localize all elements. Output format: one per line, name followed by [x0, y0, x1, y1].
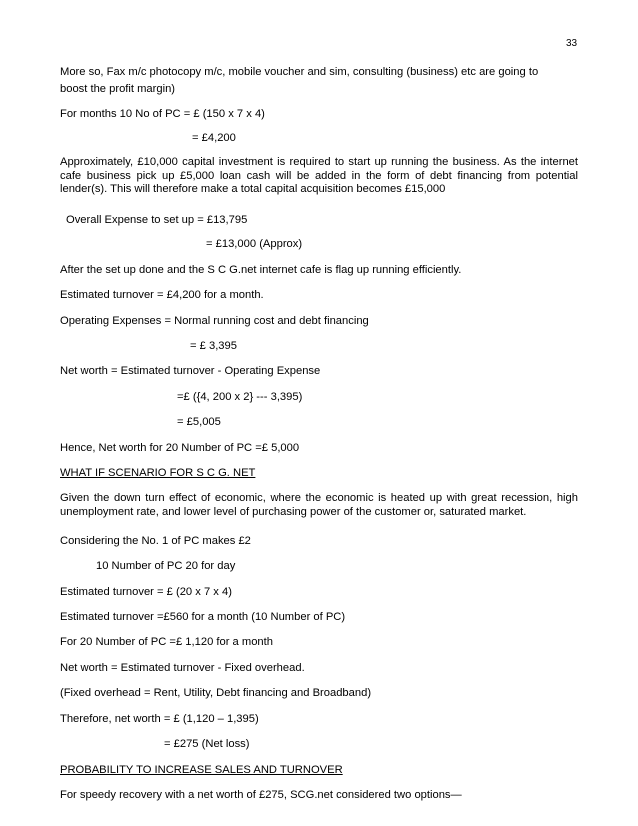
calculation-result: = £275 (Net loss)	[164, 738, 250, 750]
calculation-line: Net worth = Estimated turnover - Fixed overhead.	[60, 662, 305, 674]
paragraph-line: (Fixed overhead = Rent, Utility, Debt financing and Broadband)	[60, 687, 372, 699]
calculation-line: For 20 Number of PC =£ 1,120 for a month	[60, 636, 273, 648]
calculation-result: = £5,005	[177, 416, 221, 428]
calculation-result: = £4,200	[192, 132, 236, 144]
paragraph: Approximately, £10,000 capital investment is required to start up running the business. As the internet cafe business pick up £5,000 loan cash will be added in the form of debt financing from potential lender(s). This will therefore make a total capital acquisition becomes £15,000	[60, 156, 578, 195]
calculation-line: Net worth = Estimated turnover - Operating Expense	[60, 365, 321, 377]
calculation-result: = £ 3,395	[190, 340, 237, 352]
paragraph-line: For speedy recovery with a net worth of £275, SCG.net considered two options—	[60, 789, 462, 801]
calculation-line: Therefore, net worth = £ (1,120 – 1,395)	[60, 713, 259, 725]
page-number: 33	[566, 38, 578, 49]
calculation-line: For months 10 No of PC = £ (150 x 7 x 4)	[60, 108, 265, 120]
paragraph-line: boost the profit margin)	[60, 83, 176, 95]
calculation-line: =£ ({4, 200 x 2} --- 3,395)	[177, 391, 303, 403]
section-heading: PROBABILITY TO INCREASE SALES AND TURNOVER	[60, 764, 343, 776]
paragraph: Given the down turn effect of economic, where the economic is heated up with great recession, high unemployment rate, and lower level of purchasing power of the customer or, saturated market.	[60, 492, 578, 518]
paragraph-line: More so, Fax m/c photocopy m/c, mobile voucher and sim, consulting (business) etc are going to	[60, 66, 539, 78]
paragraph-line: Considering the No. 1 of PC makes £2	[60, 535, 251, 547]
calculation-line: Operating Expenses = Normal running cost and debt financing	[60, 315, 369, 327]
calculation-line: Hence, Net worth for 20 Number of PC =£ 5,000	[60, 442, 300, 454]
calculation-line: Estimated turnover = £4,200 for a month.	[60, 289, 264, 301]
calculation-line: Overall Expense to set up = £13,795	[66, 214, 248, 226]
section-heading: WHAT IF SCENARIO FOR S C G. NET	[60, 467, 256, 479]
calculation-result: = £13,000 (Approx)	[206, 238, 303, 250]
calculation-line: Estimated turnover = £ (20 x 7 x 4)	[60, 586, 232, 598]
calculation-line: 10 Number of PC 20 for day	[96, 560, 236, 572]
calculation-line: Estimated turnover =£560 for a month (10 Number of PC)	[60, 611, 346, 623]
paragraph-line: After the set up done and the S C G.net internet cafe is flag up running efficiently.	[60, 264, 462, 276]
